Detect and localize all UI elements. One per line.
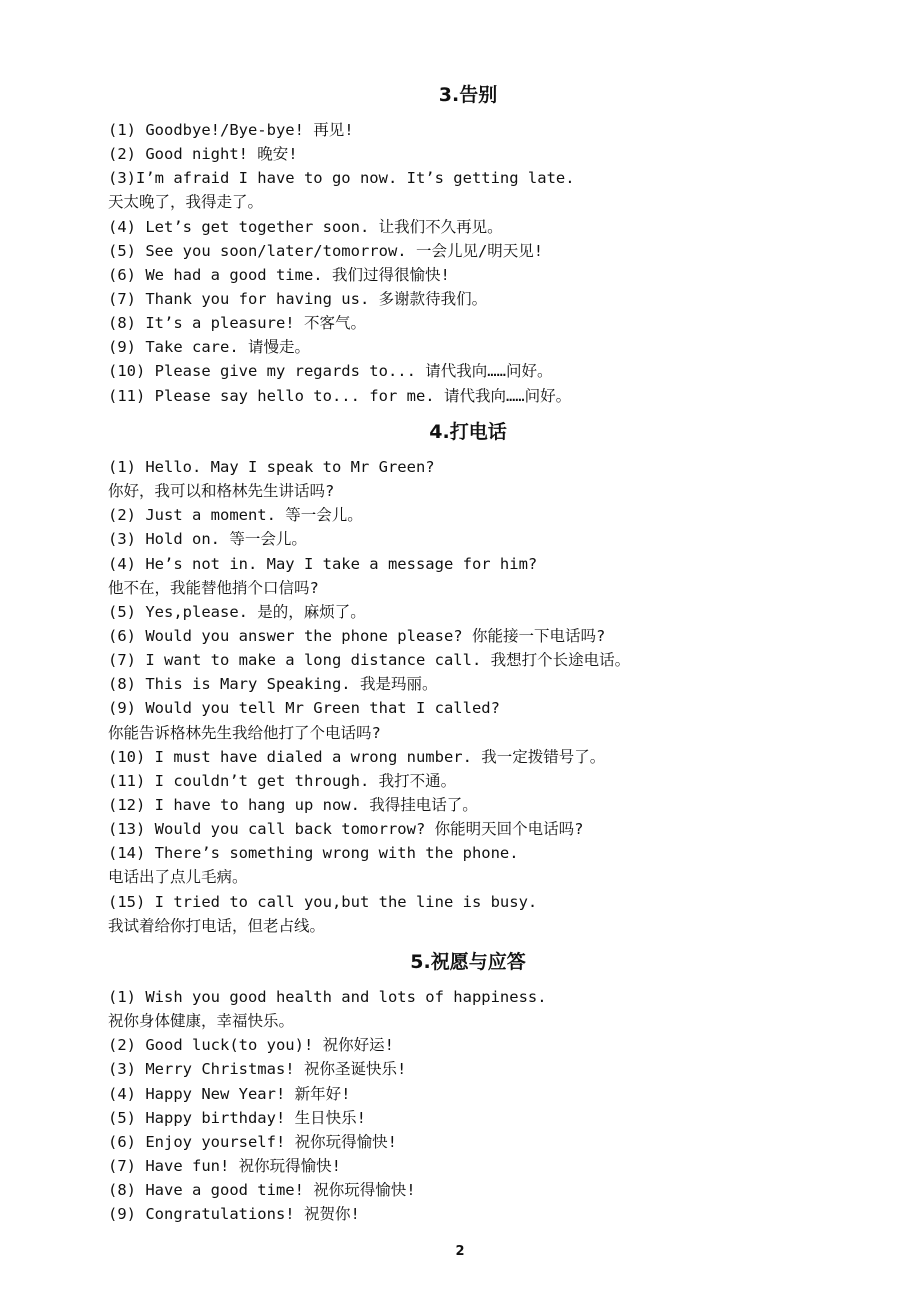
phrase-line: (4) Happy New Year! 新年好! <box>108 1084 351 1103</box>
phrase-line: (1) Goodbye!/Bye-bye! 再见! <box>108 121 354 139</box>
phrase-line: (2) Good night! 晚安! <box>108 145 298 164</box>
phrase-line: (8) Have a good time! 祝你玩得愉快! <box>108 1181 416 1200</box>
phrase-translation: 他不在，我能替他捎个口信吗? <box>108 578 319 597</box>
phrase-list <box>108 985 828 1226</box>
phrase-translation: 你好，我可以和格林先生讲话吗? <box>108 482 335 501</box>
phrase-line: (7) I want to make a long distance call. 我想打个长途电话。 <box>108 651 631 670</box>
section-farewell <box>108 80 828 408</box>
phrase-line: (6) Enjoy yourself! 祝你玩得愉快! <box>108 1132 397 1151</box>
phrase-line: (9) Congratulations! 祝贺你! <box>108 1205 360 1224</box>
phrase-translation: 祝你身体健康，幸福快乐。 <box>108 1012 295 1031</box>
phrase-line: (10) Please give my regards to... 请代我向……问好。 <box>108 362 553 381</box>
phrase-line: (1) Hello. May I speak to Mr Green? <box>108 458 435 476</box>
phrase-line: (2) Good luck(to you)! 祝你好运! <box>108 1036 394 1055</box>
phrase-line: (3) Hold on. 等一会儿。 <box>108 530 307 549</box>
phrase-line: (9) Would you tell Mr Green that I called? <box>108 699 500 718</box>
phrase-line: (2) Just a moment. 等一会儿。 <box>108 506 363 525</box>
phrase-line: (11) Please say hello to... for me. 请代我向……问好。 <box>108 386 572 405</box>
phrase-line: (4) He’s not in. May I take a message for him? <box>108 554 538 573</box>
phrase-list <box>108 118 828 408</box>
section-heading: 3.告别 <box>438 84 498 106</box>
phrase-line: (7) Have fun! 祝你玩得愉快! <box>108 1156 341 1175</box>
phrase-line: (3)I’m afraid I have to go now. It’s getting late. <box>108 169 575 188</box>
section-wishes <box>108 947 828 1226</box>
phrase-line: (9) Take care. 请慢走。 <box>108 338 310 357</box>
phrase-line: (11) I couldn’t get through. 我打不通。 <box>108 771 457 790</box>
section-heading: 4.打电话 <box>429 421 507 443</box>
phrase-line: (1) Wish you good health and lots of happiness. <box>108 988 547 1006</box>
phrase-line: (6) Would you answer the phone please? 你能接一下电话吗? <box>108 626 606 645</box>
phrase-translation: 我试着给你打电话，但老占线。 <box>108 916 326 935</box>
phrase-line: (6) We had a good time. 我们过得很愉快! <box>108 265 450 284</box>
phrase-line: (8) This is Mary Speaking. 我是玛丽。 <box>108 675 438 694</box>
phrase-line: (13) Would you call back tomorrow? 你能明天回个电话吗? <box>108 820 584 839</box>
section-telephone <box>108 417 828 938</box>
phrase-line: (15) I tried to call you,but the line is busy. <box>108 892 538 911</box>
phrase-line: (5) See you soon/later/tomorrow. 一会儿见/明天见! <box>108 241 544 260</box>
phrase-line: (8) It’s a pleasure! 不客气。 <box>108 314 366 333</box>
phrase-line: (14) There’s something wrong with the phone. <box>108 844 519 863</box>
phrase-line: (4) Let’s get together soon. 让我们不久再见。 <box>108 217 503 236</box>
phrase-line: (12) I have to hang up now. 我得挂电话了。 <box>108 795 478 814</box>
section-heading: 5.祝愿与应答 <box>410 951 526 973</box>
phrase-line: (5) Yes,please. 是的，麻烦了。 <box>108 602 366 621</box>
phrase-line: (3) Merry Christmas! 祝你圣诞快乐! <box>108 1060 407 1079</box>
phrase-translation: 电话出了点儿毛病。 <box>108 868 248 887</box>
phrase-line: (7) Thank you for having us. 多谢款待我们。 <box>108 289 488 308</box>
page-number: 2 <box>455 1244 465 1259</box>
phrase-translation: 你能告诉格林先生我给他打了个电话吗? <box>108 723 381 742</box>
phrase-translation: 天太晚了，我得走了。 <box>108 193 264 212</box>
phrase-line: (10) I must have dialed a wrong number. 我一定拨错号了。 <box>108 747 606 766</box>
phrase-list <box>108 455 828 938</box>
phrase-line: (5) Happy birthday! 生日快乐! <box>108 1108 366 1127</box>
